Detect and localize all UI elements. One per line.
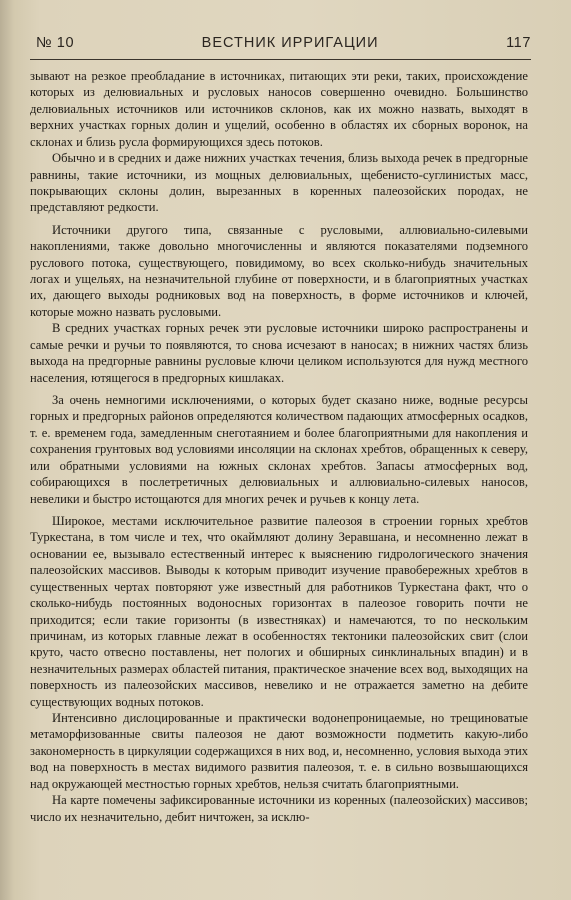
paragraph-1: зывают на резкое преобладание в источниках, питающих эти реки, таких, происхождение которых из делювиальных и русловых наносов совершенно очевидно. Большинство делювиальных источников или источников склонов, как их можно назвать, выходят в верхних участках горных долин и ущелий, особенно в областях их сборных воронок, на склонах и близь русла формирующихся здесь потоков. [30, 69, 528, 149]
paragraph-3: Источники другого типа, связанные с русловыми, аллювиально-силевыми накоплениями, также довольно многочисленны и являются показателями подземного руслового потока, существующего, повидимому, во всех сколько-нибудь значительных логах и ущельях, на незначительной глубине от поверхности, и в благоприятных участках их, дающего выходы родниковых вод на поверхность, в форме источников и ключей, которые можно назвать русловыми. [30, 222, 528, 319]
paragraph-2: Обычно и в средних и даже нижних участках течения, близь выхода речек в предгорные равнины, такие источники, из мощных делювиальных, щебенисто-суглинистых масс, покрывающих склоны долин, вырезанных в коренных палеозойских породах, не представляют редкости. [30, 151, 528, 215]
article-body [30, 68, 528, 825]
page-number: 117 [506, 35, 531, 51]
issue-number: № 10 [36, 35, 75, 51]
paragraph-7: Интенсивно дислоцированные и практически водонепроницаемые, но трещиноватые метаморфизованные свиты палеозоя не дают возможности подметить какую-либо закономерность в циркуляции содержащихся в них вод, и, несомненно, условия выхода этих вод на поверхность в местах видимого развития палеозоя, т. е. в сильно возвышающихся над окружающей местностью горных хребтов, нельзя считать благоприятными. [30, 711, 528, 791]
paragraph-4: В средних участках горных речек эти русловые источники широко распространены и самые речки и ручьи то появляются, то снова исчезают в наносах; в нижних частях близь выхода на предгорные равнины русловые ключи целиком используются для нужд местного населения, ютящегося в предгорных кишлаках. [30, 321, 528, 385]
paragraph-5: За очень немногими исключениями, о которых будет сказано ниже, водные ресурсы горных и предгорных районов определяются количеством падающих атмосферных осадков, т. е. временем года, замедленным снеготаянием и более благоприятными для накопления и сохранения грунтовых вод условиями инсоляции на склонах хребтов, обращенных к северу, или обратными условиями на южных склонах хребтов. Запасы атмосферных вод, собирающихся в послетретичных делювиальных и аллювиально-силевых наносов, невелики и быстро истощаются для многих речек и ручьев к концу лета. [30, 393, 528, 506]
running-header [30, 35, 531, 55]
header-rule [30, 59, 531, 60]
paragraph-8: На карте помечены зафиксированные источники из коренных (палеозойских) массивов; число их незначительно, дебит ничтожен, за исклю- [30, 793, 528, 824]
paragraph-6: Широкое, местами исключительное развитие палеозоя в строении горных хребтов Туркестана, в том числе и тех, что окаймляют долину Зеравшана, и несомненно лежат в основании ее, вызывало естественный интерес к выяснению гидрологического значения палеозойских массивов. Выводы к которым приводит изучение правобережных хребтов в существенных чертах повторяют уже известный для работников Туркестана факт, что о сколько-нибудь постоянных водоносных горизонтах в палеозое говорить почти не приходится; если такие горизонты (в известняках) и намечаются, то по нескольким причинам, из которых главные лежат в особенностях тектоники палеозойских свит (слои круто, часто отвесно поставлены, нет пологих и обширных синклинальных впадин) и в незначительных размерах областей питания, практическое значение всех вод, выходящих на поверхность из палеозойских массивов, невелико и не отражается заметно на дебите существующих водных потоков. [30, 513, 528, 709]
journal-title: ВЕСТНИК ИРРИГАЦИИ [201, 35, 379, 51]
